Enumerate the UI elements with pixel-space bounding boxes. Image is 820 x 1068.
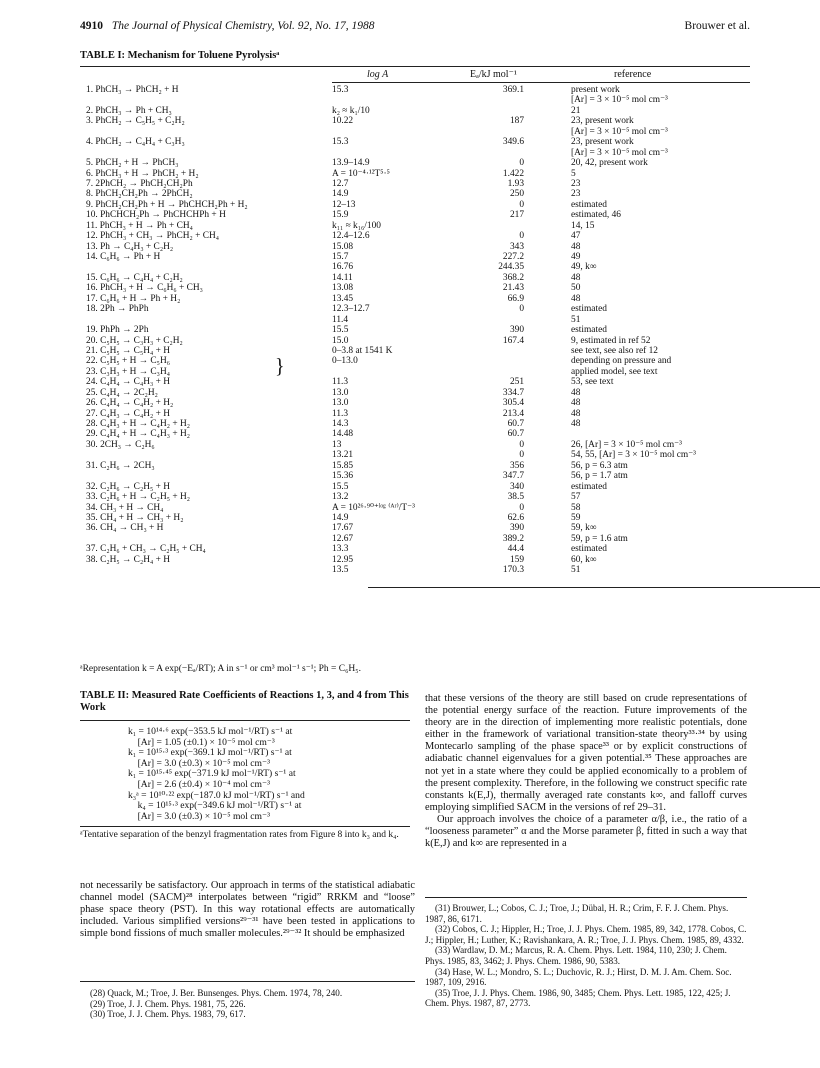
table1-row <box>80 200 750 210</box>
reference-cell: estimated <box>571 304 607 315</box>
reference-cell: 23 <box>571 189 581 200</box>
table2-line: k₃ᵃ = 10¹⁰·²² exp(−187.0 kJ mol⁻¹/RT) s⁻¹ and <box>128 789 305 801</box>
reaction-cell: 8. PhCH₂CH₂Ph → 2PhCH₂ <box>86 189 193 200</box>
table2-line: [Ar] = 2.6 (±0.4) × 10⁻⁴ mol cm⁻³ <box>128 778 270 790</box>
reaction-cell: 24. C₄H₄ → C₄H₃ + H <box>86 377 170 388</box>
ea-cell: 0 <box>519 304 524 315</box>
reference-cell: 59, k∞ <box>571 523 597 534</box>
log-a-cell: 17.67 <box>332 523 354 534</box>
reference-entry: (34) Hase, W. L.; Mondro, S. L.; Duchovic, R. J.; Hirst, D. M. J. Am. Chem. Soc. 1987, 109, 2916. <box>425 966 732 988</box>
table1-row <box>80 450 750 460</box>
right-paragraph-1: that these versions of the theory are still based on crude representations of the potential energy surface of the reaction. Future improvements of the theory are in the direction of implementing more realistic potentials, done either in the framework of variational transition-state theory³³·³⁴ by using Montecarlo sampling of the phase space³³ or by explicit constructions of adiabatic channel eigenvalues for a given potential.³⁵ These approaches are not yet in a state where they could be applied economically to a problem of the present complexity. Therefore, in the following we construct specific rate constants k(E,J), thermally averaged rate constants k∞, and falloff curves employing simplified SACM in the versions of ref 29–31. <box>425 693 747 813</box>
table1-row <box>80 555 750 565</box>
log-a-cell: 13.9–14.9 <box>332 158 370 169</box>
reference-cell: applied model, see text <box>571 366 658 377</box>
table2-bottom-rule <box>80 826 410 827</box>
table1-row <box>80 283 750 293</box>
table1-row <box>80 534 750 544</box>
log-a-cell: 13.3 <box>332 544 349 555</box>
reaction-cell: 35. CH₄ + H → CH₃ + H₂ <box>86 512 184 523</box>
table1-row <box>80 398 750 408</box>
log-a-cell: 15.9 <box>332 210 349 221</box>
ea-cell: 1.422 <box>502 168 524 179</box>
log-a-cell: 12.7 <box>332 178 349 189</box>
table1-row <box>80 158 750 168</box>
ea-cell: 0 <box>519 439 524 450</box>
reaction-cell: 9. PhCH₂CH₂Ph + H → PhCHCH₂Ph + H₂ <box>86 199 248 210</box>
log-a-cell: 15.7 <box>332 252 349 262</box>
page-header <box>80 20 750 32</box>
log-a-cell: 14.9 <box>332 512 349 523</box>
table2-line: [Ar] = 1.05 (±0.1) × 10⁻⁵ mol cm⁻³ <box>128 736 275 748</box>
page-number: 4910 <box>80 20 103 32</box>
reaction-cell: 7. 2PhCH₂ → PhCH₂CH₂Ph <box>86 178 193 189</box>
log-a-cell: k₁₁ ≈ k₁₆/100 <box>332 220 381 231</box>
table1-row <box>80 304 750 314</box>
table1-top-rule <box>80 66 750 67</box>
grouping-brace: } <box>275 354 285 378</box>
reference-cell: 20, 42, present work <box>571 158 648 169</box>
table1-row <box>80 106 750 116</box>
table1-row <box>80 315 750 325</box>
ea-cell: 44.4 <box>507 544 524 555</box>
log-a-cell: 15.36 <box>332 471 354 482</box>
reference-cell: 26, [Ar] = 3 × 10⁻⁵ mol cm⁻³ <box>571 439 682 450</box>
log-a-cell: 13.21 <box>332 450 354 461</box>
ea-cell: 159 <box>509 554 524 565</box>
reaction-cell: 4. PhCH₂ → C₄H₄ + C₃H₃ <box>86 137 185 148</box>
log-a-cell: 13.08 <box>332 283 354 294</box>
table1-row <box>80 471 750 481</box>
table2-line: [Ar] = 3.0 (±0.3) × 10⁻⁵ mol cm⁻³ <box>128 757 270 769</box>
ea-cell: 0 <box>519 199 524 210</box>
reaction-cell: 20. C₅H₅ → C₃H₃ + C₂H₂ <box>86 335 183 346</box>
reference-cell: 48 <box>571 398 581 409</box>
log-a-cell: 0–13.0 <box>332 356 358 367</box>
reference-entry: (35) Troe, J. J. Phys. Chem. 1986, 90, 3485; Chem. Phys. Lett. 1985, 122, 425; J. Chem. Phys. 1987, 87, 2773. <box>425 987 731 1009</box>
table1-bottom-rule <box>368 587 820 588</box>
table1-row <box>80 429 750 439</box>
table1-row <box>80 377 750 387</box>
ea-cell: 0 <box>519 502 524 513</box>
table1-row <box>80 273 750 283</box>
left-body-paragraph: not necessarily be satisfactory. Our approach in terms of the statistical adiabatic channel model (SACM)²⁸ interpolates between “rigid” RRKM and “loose” phase space theory (PST). In this way rotational effects are automatically included. Various simplified versions²⁹⁻³¹ have been tested in applications to simple bond fissions of much smaller molecules.²⁹⁻³² It should be emphasized <box>80 880 415 940</box>
reference-cell: 23, present work <box>571 137 634 148</box>
reference-cell: 9, estimated in ref 52 <box>571 335 651 346</box>
ea-cell: 213.4 <box>502 408 524 419</box>
log-a-cell: 15.5 <box>332 481 349 492</box>
right-paragraph-2: Our approach involves the choice of a parameter α/β, i.e., the ratio of a “looseness parameter” α and the Morse parameter β, fitted in such a way that k(E,J) and k∞ are represented in a <box>425 813 747 850</box>
log-a-cell: 13 <box>332 439 342 450</box>
table1-row <box>80 503 750 513</box>
table2-footnote: ᵃTentative separation of the benzyl fragmentation rates from Figure 8 into k₃ and k₄. <box>80 830 399 840</box>
log-a-cell: A = 10⁻⁴·¹²T⁵·⁵ <box>332 168 390 179</box>
ea-cell: 250 <box>509 189 524 200</box>
reaction-cell: 5. PhCH₂ + H → PhCH₃ <box>86 158 179 169</box>
table1-row <box>80 242 750 252</box>
table1-row <box>80 137 750 147</box>
reference-cell: 14, 15 <box>571 220 595 231</box>
log-a-cell: 14.11 <box>332 272 353 283</box>
right-footnote-rule <box>425 897 747 898</box>
log-a-cell: 0–3.8 at 1541 K <box>332 345 393 356</box>
table1-row <box>80 169 750 179</box>
reference-cell: 56, p = 1.7 atm <box>571 471 628 482</box>
table1-row <box>80 179 750 189</box>
reference-cell: 21 <box>571 105 581 116</box>
table1-header-rule <box>332 82 750 83</box>
reaction-cell: 1. PhCH₃ → PhCH₂ + H <box>86 85 179 95</box>
ea-cell: 38.5 <box>507 492 524 503</box>
table1-row <box>80 388 750 398</box>
table1-row <box>80 116 750 126</box>
ea-cell: 167.4 <box>502 335 524 346</box>
ea-cell: 343 <box>509 241 524 252</box>
reference-cell: 23 <box>571 178 581 189</box>
reference-cell: 50 <box>571 283 581 294</box>
log-a-cell: 15.3 <box>332 85 349 95</box>
table1-row <box>80 461 750 471</box>
table2-line: k₁ = 10¹⁵·⁴⁵ exp(−371.9 kJ mol⁻¹/RT) s⁻¹ at <box>128 768 296 780</box>
reference-entry: (32) Cobos, C. J.; Hippler, H.; Troe, J. J. Phys. Chem. 1985, 89, 342, 1778. Cobos, C. J.; Hippler, H.; Luther, K.; Ravishankara, A. R.; Troe, J. J. Phys. Chem. 1985, 89, 4332. <box>425 924 747 945</box>
reference-cell: 48 <box>571 419 581 429</box>
journal-citation: The Journal of Physical Chemistry, Vol. 92, No. 17, 1988 <box>111 20 375 32</box>
reference-cell: estimated, 46 <box>571 210 621 221</box>
log-a-cell: 12–13 <box>332 199 356 210</box>
reference-cell: estimated <box>571 199 607 210</box>
table2-top-rule <box>80 720 410 721</box>
reaction-cell: 28. C₄H₃ + H → C₄H₂ + H₂ <box>86 419 191 429</box>
reference-cell: 59 <box>571 512 581 523</box>
reference-cell: [Ar] = 3 × 10⁻⁵ mol cm⁻³ <box>571 126 668 137</box>
table2-line: k₄ = 10¹⁵·³ exp(−349.6 kJ mol⁻¹/RT) s⁻¹ at <box>128 800 302 812</box>
log-a-cell: 11.3 <box>332 408 349 419</box>
reference-entry: (31) Brouwer, L.; Cobos, C. J.; Troe, J.; Dübal, H. R.; Crim, F. F. J. Chem. Phys. 1987, 86, 6171. <box>425 903 729 924</box>
reference-cell: estimated <box>571 544 607 555</box>
ea-cell: 21.43 <box>502 283 524 294</box>
log-a-cell: 10.22 <box>332 116 354 127</box>
reference-cell: 54, 55, [Ar] = 3 × 10⁻⁵ mol cm⁻³ <box>571 450 696 461</box>
reference-cell: 47 <box>571 231 581 242</box>
reference-cell: 23, present work <box>571 116 634 127</box>
ea-cell: 0 <box>519 231 524 242</box>
table1-row <box>80 523 750 533</box>
log-a-cell: 11.3 <box>332 377 349 388</box>
ea-cell: 305.4 <box>502 398 524 409</box>
reaction-cell: 30. 2CH₃ → C₂H₆ <box>86 439 155 450</box>
table1-col-reference: reference <box>614 69 652 80</box>
ea-cell: 389.2 <box>502 533 524 544</box>
table1-row <box>80 231 750 241</box>
ea-cell: 60.7 <box>507 419 524 429</box>
reference-entry: (29) Troe, J. J. Chem. Phys. 1981, 75, 226. <box>90 998 246 1009</box>
log-a-cell: 15.5 <box>332 325 349 336</box>
reaction-cell: 36. CH₄ → CH₃ + H <box>86 523 164 534</box>
reaction-cell: 18. 2Ph → PhPh <box>86 304 149 315</box>
log-a-cell: 15.3 <box>332 137 349 148</box>
reaction-cell: 14. C₆H₆ → Ph + H <box>86 252 161 262</box>
table1-row <box>80 440 750 450</box>
reference-cell: 56, p = 6.3 atm <box>571 460 628 471</box>
log-a-cell: 12.3–12.7 <box>332 304 370 315</box>
reference-cell: 48 <box>571 408 581 419</box>
reaction-cell: 25. C₄H₄ → 2C₂H₂ <box>86 387 158 398</box>
right-references <box>425 903 747 1009</box>
reaction-cell: 16. PhCH₃ + H → C₆H₆ + CH₃ <box>86 283 203 294</box>
reference-cell: 49, k∞ <box>571 262 597 273</box>
ea-cell: 340 <box>509 481 524 492</box>
reaction-cell: 6. PhCH₃ + H → PhCH₂ + H₂ <box>86 168 199 179</box>
reference-cell: 57 <box>571 492 581 503</box>
ea-cell: 1.93 <box>507 178 524 189</box>
reaction-cell: 23. C₃H₃ + H → C₃H₄ <box>86 366 170 377</box>
ea-cell: 390 <box>509 325 524 336</box>
ea-cell: 66.9 <box>507 293 524 304</box>
ea-cell: 349.6 <box>502 137 524 148</box>
reaction-cell: 32. C₂H₆ → C₂H₅ + H <box>86 481 170 492</box>
reference-cell: 49 <box>571 252 581 262</box>
table1-row <box>80 189 750 199</box>
log-a-cell: 14.48 <box>332 429 354 440</box>
table1-row <box>80 346 750 356</box>
left-references <box>80 988 415 1020</box>
reaction-cell: 12. PhCH₃ + CH₃ → PhCH₂ + CH₄ <box>86 231 220 242</box>
ea-cell: 217 <box>509 210 524 221</box>
log-a-cell: A = 10²⁶·⁹⁰⁺ˡᵒᵍ ⁽ᴬʳ⁾/T⁻³ <box>332 502 415 513</box>
ea-cell: 334.7 <box>502 387 524 398</box>
log-a-cell: 13.0 <box>332 398 349 409</box>
ea-cell: 244.35 <box>498 262 524 273</box>
reaction-cell: 2. PhCH₃ → Ph + CH₃ <box>86 105 172 116</box>
reference-cell: 58 <box>571 502 581 513</box>
ea-cell: 390 <box>509 523 524 534</box>
reaction-cell: 37. C₂H₆ + CH₃ → C₂H₅ + CH₄ <box>86 544 206 555</box>
log-a-cell: 12.4–12.6 <box>332 231 370 242</box>
left-footnote-rule <box>80 981 415 982</box>
running-authors: Brouwer et al. <box>684 20 750 32</box>
table1-row <box>80 221 750 231</box>
reaction-cell: 11. PhCH₃ + H → Ph + CH₄ <box>86 220 193 231</box>
reaction-cell: 21. C₅H₅ → C₅H₄ + H <box>86 345 170 356</box>
reference-cell: depending on pressure and <box>571 356 672 367</box>
log-a-cell: 15.0 <box>332 335 349 346</box>
reference-entry: (28) Quack, M.; Troe, J. Ber. Bunsenges. Phys. Chem. 1974, 78, 240. <box>90 988 343 998</box>
table1-row <box>80 325 750 335</box>
ea-cell: 368.2 <box>502 272 524 283</box>
reference-cell: 48 <box>571 293 581 304</box>
reference-cell: 60, k∞ <box>571 554 597 565</box>
reaction-cell: 22. C₅H₅ + H → C₅H₆ <box>86 356 170 367</box>
table1-footnote: ᵃRepresentation k = A exp(−Eₐ/RT); A in s⁻¹ or cm³ mol⁻¹ s⁻¹; Ph = C₆H₅. <box>80 664 361 674</box>
reference-cell: see text, see also ref 12 <box>571 345 658 356</box>
table1-row <box>80 419 750 429</box>
reference-entry: (33) Wardlaw, D. M.; Marcus, R. A. Chem. Phys. Lett. 1984, 110, 230; J. Chem. Phys. 1985, 83, 3462; J. Phys. Chem. 1986, 90, 5383. <box>425 945 727 966</box>
table1-col-ea: Eₐ/kJ mol⁻¹ <box>470 69 517 80</box>
ea-cell: 62.6 <box>507 512 524 523</box>
ea-cell: 356 <box>509 460 524 471</box>
reaction-cell: 31. C₂H₆ → 2CH₃ <box>86 460 155 471</box>
reference-cell: estimated <box>571 325 607 336</box>
table1-row <box>80 262 750 272</box>
reaction-cell: 10. PhCHCH₂Ph → PhCHCHPh + H <box>86 210 226 221</box>
ea-cell: 0 <box>519 450 524 461</box>
reference-cell: 53, see text <box>571 377 614 388</box>
table1-row <box>80 482 750 492</box>
table1-row <box>80 127 750 137</box>
table1-row <box>80 565 750 575</box>
reaction-cell: 33. C₂H₆ + H → C₂H₅ + H₂ <box>86 492 191 503</box>
table1-row <box>80 367 750 377</box>
reference-cell: estimated <box>571 481 607 492</box>
reaction-cell: 27. C₄H₃ → C₄H₂ + H <box>86 408 170 419</box>
table1-body <box>80 85 750 576</box>
log-a-cell: 15.08 <box>332 241 354 252</box>
reference-cell: 48 <box>571 272 581 283</box>
log-a-cell: 12.67 <box>332 533 354 544</box>
reference-cell: present work <box>571 85 620 95</box>
table1-caption: TABLE I: Mechanism for Toluene Pyrolysisᵃ <box>80 50 280 61</box>
ea-cell: 369.1 <box>502 85 524 95</box>
table1-row <box>80 513 750 523</box>
reaction-cell: 15. C₆H₆ → C₄H₄ + C₂H₂ <box>86 272 183 283</box>
reaction-cell: 19. PhPh → 2Ph <box>86 325 149 336</box>
reference-cell: 59, p = 1.6 atm <box>571 533 628 544</box>
table1-row <box>80 294 750 304</box>
table1-row <box>80 148 750 158</box>
table2-line: k₁ = 10¹⁴·⁶ exp(−353.5 kJ mol⁻¹/RT) s⁻¹ at <box>128 726 293 737</box>
table2-line: [Ar] = 3.0 (±0.3) × 10⁻⁵ mol cm⁻³ <box>128 810 270 822</box>
log-a-cell: k₂ ≈ k₁/10 <box>332 105 370 116</box>
log-a-cell: 13.2 <box>332 492 349 503</box>
table1-row <box>80 336 750 346</box>
reference-cell: [Ar] = 3 × 10⁻⁵ mol cm⁻³ <box>571 147 668 158</box>
log-a-cell: 14.3 <box>332 419 349 429</box>
table2-caption: TABLE II: Measured Rate Coefficients of Reactions 1, 3, and 4 from This Work <box>80 690 409 713</box>
table1-row <box>80 252 750 262</box>
log-a-cell: 15.85 <box>332 460 354 471</box>
ea-cell: 227.2 <box>502 252 524 262</box>
table1-row <box>80 409 750 419</box>
log-a-cell: 13.45 <box>332 293 354 304</box>
log-a-cell: 16.76 <box>332 262 354 273</box>
log-a-cell: 14.9 <box>332 189 349 200</box>
right-body-text <box>425 693 747 850</box>
table1-row <box>80 95 750 105</box>
table1-row <box>80 85 750 95</box>
log-a-cell: 12.95 <box>332 554 354 565</box>
reference-cell: 48 <box>571 387 581 398</box>
reaction-cell: 13. Ph → C₄H₃ + C₂H₂ <box>86 241 174 252</box>
reaction-cell: 29. C₄H₄ + H → C₄H₃ + H₂ <box>86 429 191 440</box>
reaction-cell: 38. C₂H₅ → C₂H₄ + H <box>86 554 170 565</box>
reaction-cell: 3. PhCH₂ → C₅H₅ + C₂H₂ <box>86 116 185 127</box>
reference-cell: 48 <box>571 241 581 252</box>
table2-body <box>128 727 305 822</box>
reaction-cell: 26. C₄H₄ → C₄H₂ + H₂ <box>86 398 174 409</box>
ea-cell: 251 <box>509 377 524 388</box>
ea-cell: 0 <box>519 158 524 169</box>
log-a-cell: 13.5 <box>332 565 349 576</box>
reference-cell: 51 <box>571 565 581 576</box>
ea-cell: 187 <box>509 116 524 127</box>
log-a-cell: 11.4 <box>332 314 349 325</box>
reference-cell: [Ar] = 3 × 10⁻⁵ mol cm⁻³ <box>571 95 668 106</box>
table1-col-log-a: log A <box>367 69 389 80</box>
ea-cell: 170.3 <box>502 565 524 576</box>
reaction-cell: 17. C₆H₆ + H → Ph + H₂ <box>86 293 181 304</box>
reference-cell: 5 <box>571 168 576 179</box>
ea-cell: 60.7 <box>507 429 524 440</box>
table2-line: k₁ = 10¹⁵·³ exp(−369.1 kJ mol⁻¹/RT) s⁻¹ at <box>128 747 292 759</box>
reference-entry: (30) Troe, J. J. Chem. Phys. 1983, 79, 617. <box>90 1009 246 1020</box>
table1-row <box>80 210 750 220</box>
reaction-cell: 34. CH₃ + H → CH₄ <box>86 502 164 513</box>
reference-cell: 51 <box>571 314 581 325</box>
log-a-cell: 13.0 <box>332 387 349 398</box>
ea-cell: 347.7 <box>502 471 524 482</box>
table1-row <box>80 544 750 554</box>
table1-row <box>80 492 750 502</box>
